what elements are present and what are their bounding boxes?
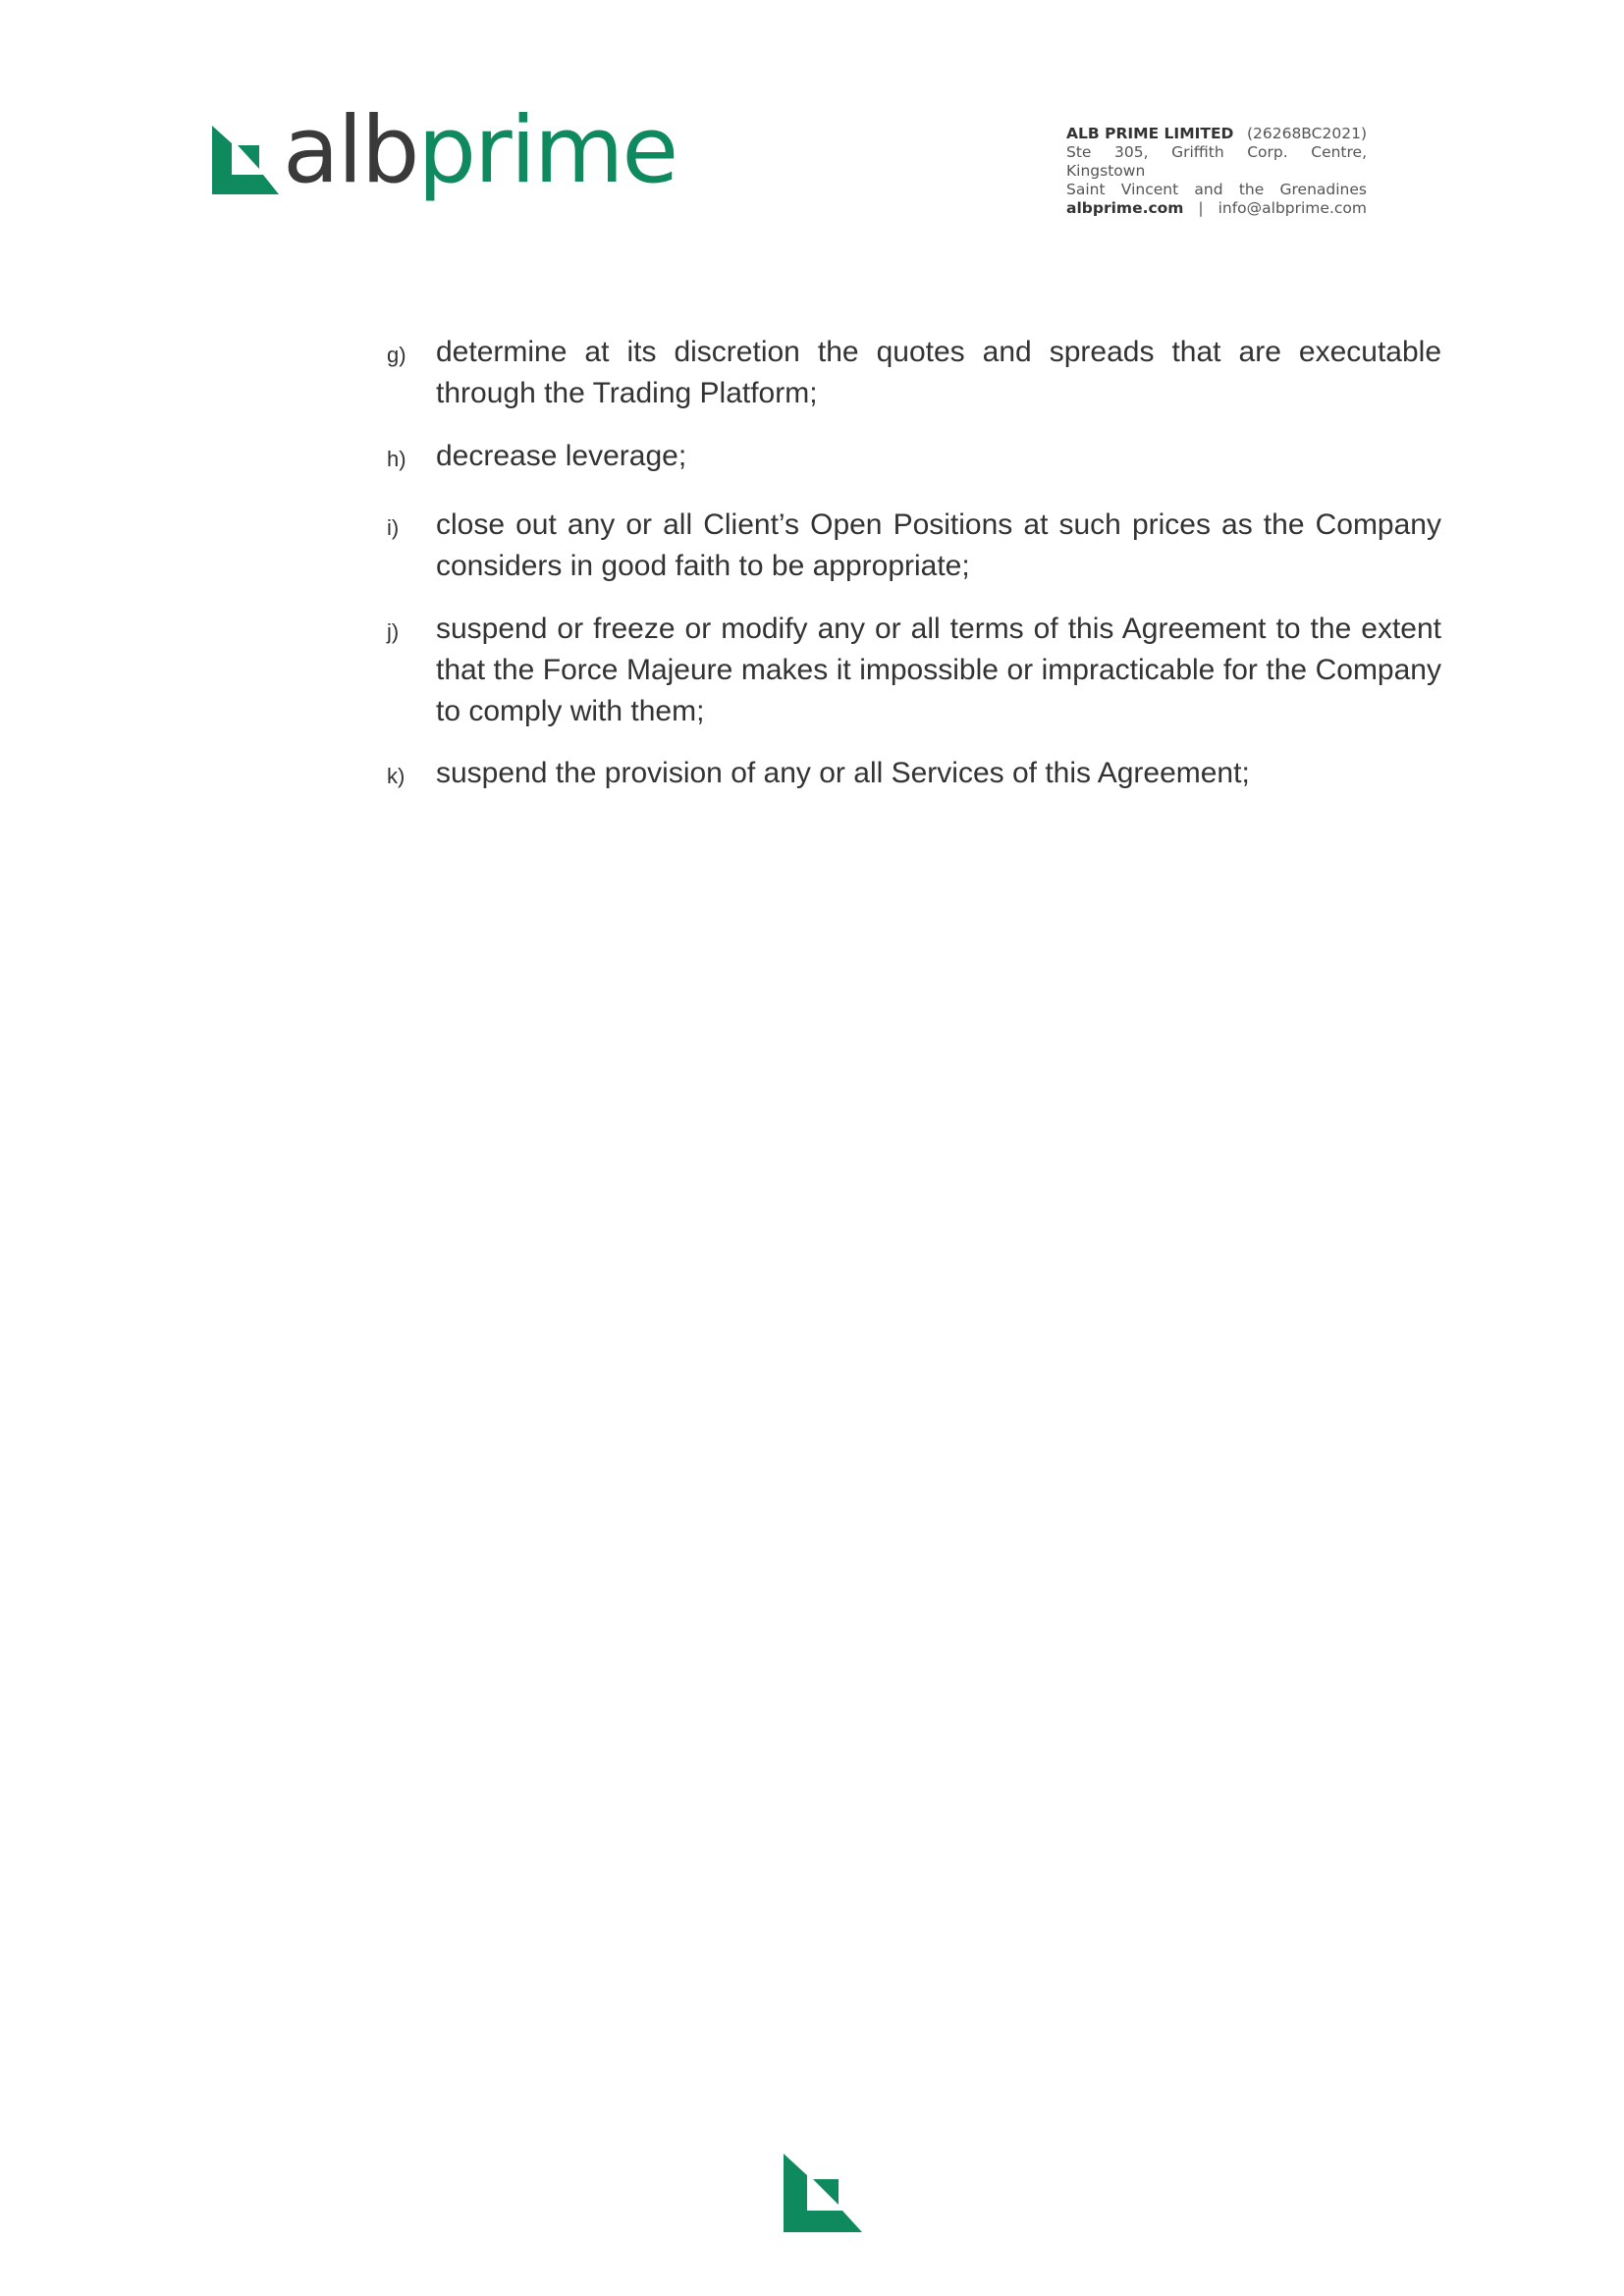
clause-text: close out any or all Client’s Open Positions at such prices as the Company considers in good faith to be appropriate; [436,508,1441,582]
clause-text: suspend or freeze or modify any or all terms of this Agreement to the extent that the Force Majeure makes it impossible or impracticable for the Company to comply with them; [436,613,1441,727]
clause-text: decrease leverage; [436,440,687,472]
company-logo [212,97,677,226]
company-info [1066,125,1367,218]
logo-word-alb: alb [283,97,418,204]
logo-word-prime: prime [417,97,677,204]
clause-item-g [387,332,1441,414]
clause-item-j [387,609,1441,732]
clause-marker: h) [387,447,406,471]
company-contact-row [1066,199,1367,218]
company-name-row [1066,125,1367,143]
company-email-link[interactable]: info@albprime.com [1218,199,1367,217]
footer-logo-mark-icon [784,2154,862,2232]
company-name: ALB PRIME LIMITED [1066,125,1234,142]
clause-marker: i) [387,515,400,540]
clause-text: determine at its discretion the quotes and spreads that are executable through the Trading Platform; [436,336,1441,409]
clause-marker: j) [387,619,400,644]
company-registration: (26268BC2021) [1246,125,1367,142]
contact-separator: | [1198,199,1204,217]
clause-marker: k) [387,764,406,788]
clause-item-k [387,753,1441,797]
company-address-line2: Saint Vincent and the Grenadines [1066,181,1367,198]
logo-wordmark [283,97,677,204]
clause-list [387,332,1441,797]
clause-text: suspend the provision of any or all Services of this Agreement; [436,757,1250,789]
logo-mark-icon [212,126,279,194]
company-address-line1: Ste 305, Griffith Corp. Centre, Kingstown [1066,143,1367,180]
clause-marker: g) [387,343,406,367]
clause-item-i [387,505,1441,587]
clause-item-h [387,436,1441,480]
company-website-link[interactable]: albprime.com [1066,199,1184,217]
